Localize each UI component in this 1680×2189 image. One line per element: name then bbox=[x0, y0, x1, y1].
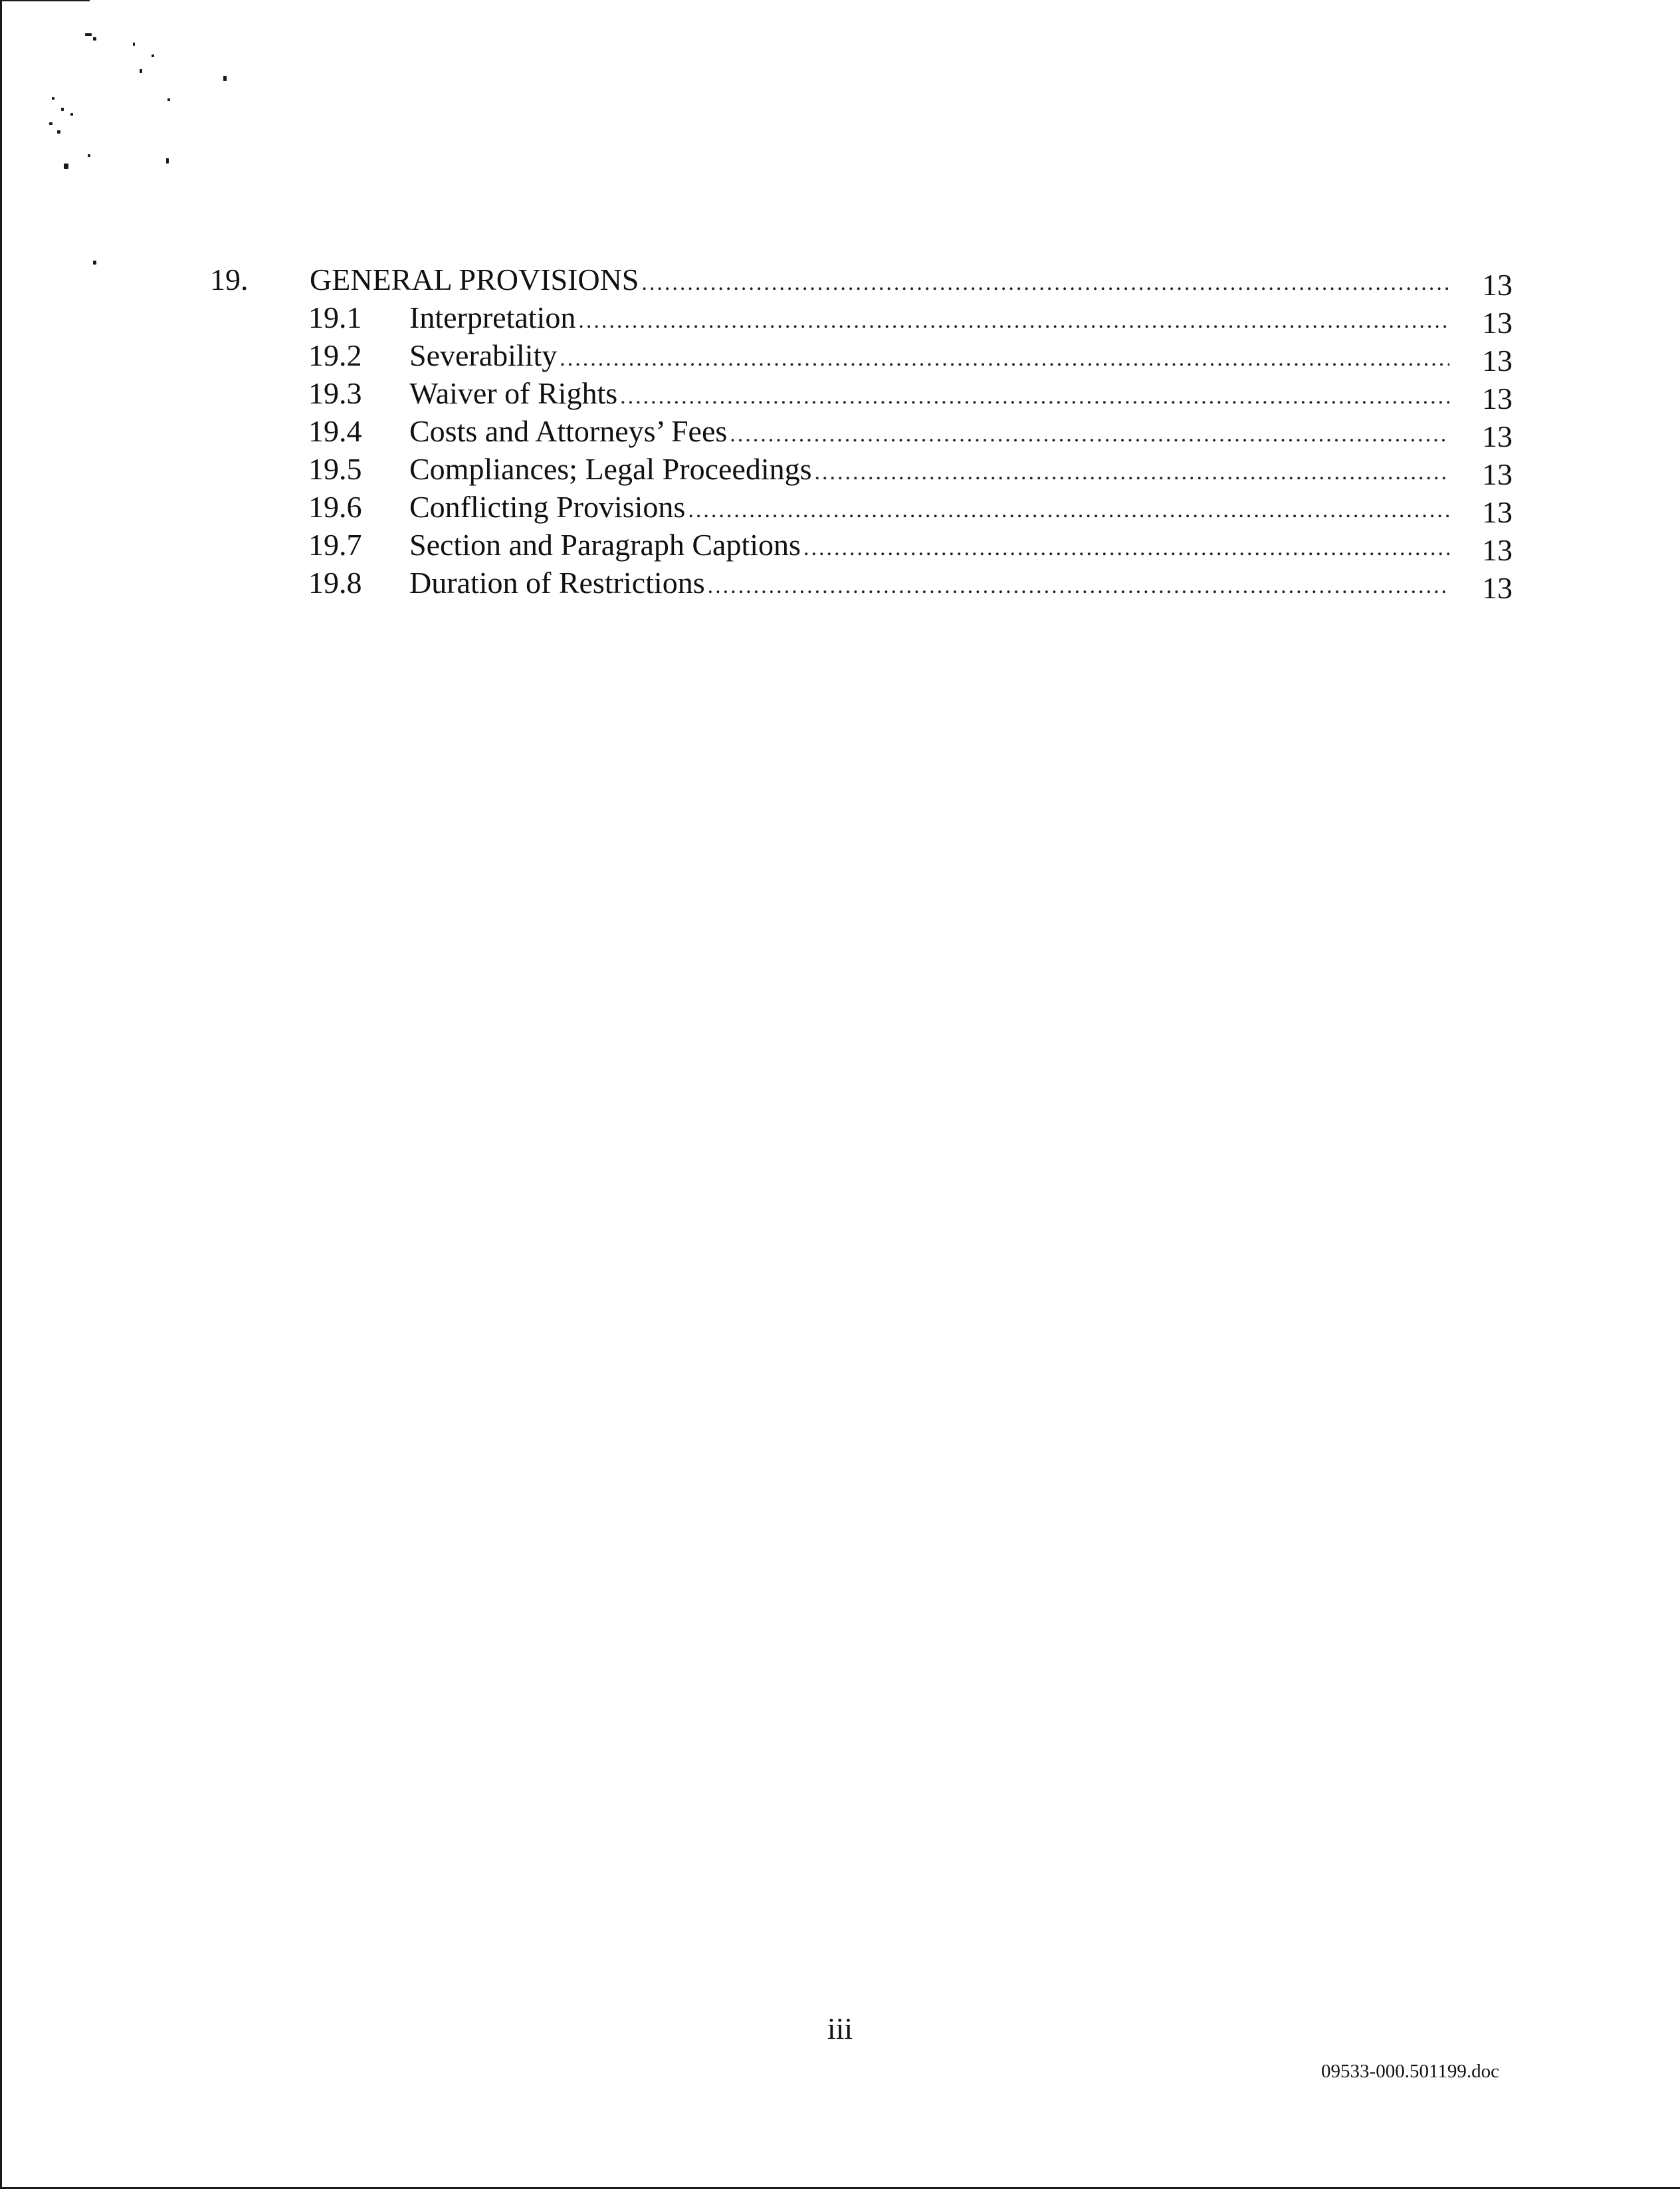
toc-page-number: 13 bbox=[1482, 495, 1513, 529]
toc-subsection-row bbox=[210, 564, 1513, 605]
toc-page-number: 13 bbox=[1482, 344, 1513, 378]
toc-subsection-title-line bbox=[409, 336, 1449, 378]
toc-page-number: 13 bbox=[1482, 382, 1513, 415]
scan-speck bbox=[57, 130, 60, 134]
toc-section-title: GENERAL PROVISIONS bbox=[310, 261, 641, 298]
toc-subsection-title: Waiver of Rights bbox=[409, 374, 620, 412]
toc-dot-leader bbox=[708, 567, 1449, 605]
toc-dot-leader bbox=[688, 491, 1449, 529]
document-id: 09533-000.501199.doc bbox=[1321, 2061, 1499, 2082]
toc-subsection-title: Compliances; Legal Proceedings bbox=[409, 450, 815, 488]
toc-page-number: 13 bbox=[1482, 457, 1513, 491]
scan-speck bbox=[93, 37, 96, 41]
toc-subsection-number: 19.3 bbox=[308, 376, 362, 410]
toc-dot-leader bbox=[641, 264, 1449, 302]
toc-subsection-number: 19.4 bbox=[308, 414, 362, 448]
scan-speck bbox=[52, 97, 54, 100]
toc-page-number: 13 bbox=[1482, 268, 1513, 302]
scan-speck bbox=[152, 55, 154, 57]
toc-dot-leader bbox=[560, 340, 1449, 378]
toc-subsection-row bbox=[210, 526, 1513, 567]
toc-subsection-row bbox=[210, 298, 1513, 340]
table-of-contents bbox=[210, 261, 1513, 605]
toc-subsection-title-line bbox=[409, 450, 1449, 491]
scan-speck bbox=[166, 158, 169, 164]
scan-speck bbox=[93, 261, 96, 265]
toc-subsection-row bbox=[210, 336, 1513, 378]
toc-subsection-number: 19.6 bbox=[308, 490, 362, 524]
scan-speck bbox=[88, 154, 90, 157]
toc-subsection-title-line bbox=[409, 412, 1449, 453]
toc-section-number: 19. bbox=[210, 263, 249, 296]
toc-dot-leader bbox=[730, 415, 1449, 453]
scan-speck bbox=[167, 98, 170, 101]
toc-subsection-title-line bbox=[409, 526, 1449, 567]
toc-subsection-title-line bbox=[409, 488, 1449, 529]
toc-subsection-title: Interpretation bbox=[409, 298, 578, 336]
toc-subsection-title: Duration of Restrictions bbox=[409, 564, 708, 602]
page-top-edge bbox=[0, 0, 90, 1]
toc-subsection-row bbox=[210, 374, 1513, 415]
toc-subsection-title-line bbox=[409, 298, 1449, 340]
toc-subsection-row bbox=[210, 450, 1513, 491]
toc-subsection-number: 19.7 bbox=[308, 528, 362, 562]
scan-speck bbox=[70, 113, 73, 116]
toc-dot-leader bbox=[620, 378, 1449, 415]
toc-dot-leader bbox=[815, 453, 1449, 491]
toc-page-number: 13 bbox=[1482, 419, 1513, 453]
toc-subsection-title: Severability bbox=[409, 336, 560, 374]
toc-subsection-row bbox=[210, 488, 1513, 529]
toc-subsection-number: 19.2 bbox=[308, 338, 362, 372]
toc-subsection-row bbox=[210, 412, 1513, 453]
toc-subsection-number: 19.1 bbox=[308, 300, 362, 334]
scan-speck bbox=[140, 69, 142, 73]
scan-speck bbox=[61, 108, 64, 111]
page-number: iii bbox=[827, 2012, 853, 2045]
toc-section-row bbox=[210, 261, 1513, 302]
toc-page-number: 13 bbox=[1482, 533, 1513, 567]
scan-speck bbox=[49, 122, 52, 125]
toc-subsection-title-line bbox=[409, 564, 1449, 605]
toc-subsection-title: Section and Paragraph Captions bbox=[409, 526, 803, 564]
toc-section-title-line bbox=[310, 261, 1449, 302]
scan-speck bbox=[223, 76, 227, 81]
toc-subsection-number: 19.8 bbox=[308, 566, 362, 600]
scan-speck bbox=[85, 33, 92, 36]
scan-speck bbox=[64, 164, 68, 169]
toc-subsection-title: Conflicting Provisions bbox=[409, 488, 688, 526]
page-left-edge bbox=[0, 0, 2, 2189]
toc-subsection-number: 19.5 bbox=[308, 452, 362, 486]
toc-subsection-title-line bbox=[409, 374, 1449, 415]
toc-page-number: 13 bbox=[1482, 571, 1513, 605]
toc-dot-leader bbox=[578, 302, 1449, 340]
scan-speck bbox=[133, 43, 135, 46]
toc-page-number: 13 bbox=[1482, 306, 1513, 340]
toc-subsection-title: Costs and Attorneys’ Fees bbox=[409, 412, 730, 450]
toc-dot-leader bbox=[803, 529, 1449, 567]
